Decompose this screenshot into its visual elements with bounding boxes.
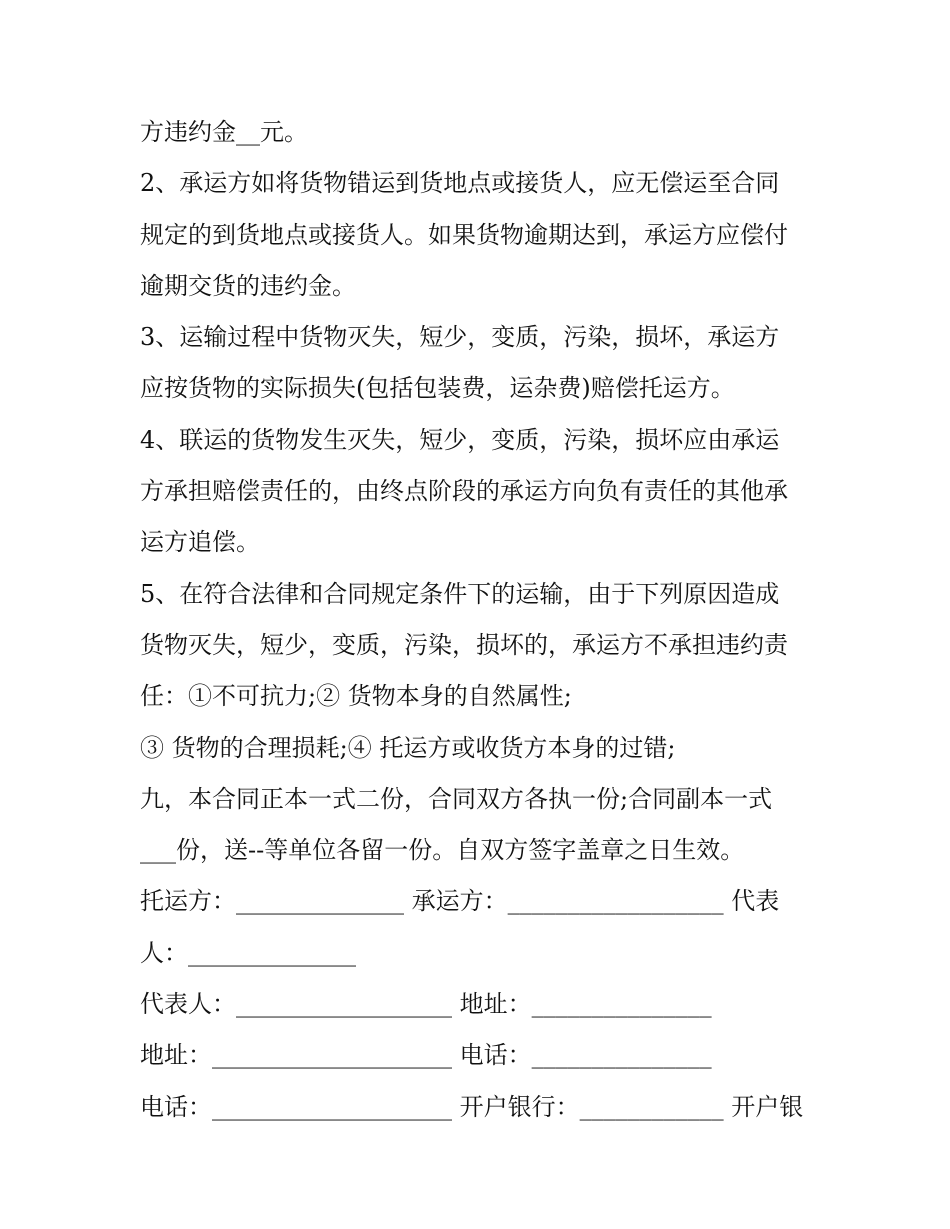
signature-line: 代表人：__________________ 地址：_______________ bbox=[140, 990, 712, 1019]
text-line: ③ 货物的合理损耗;④ 托运方或收货方本身的过错; bbox=[140, 733, 676, 762]
text-line: ___份，送--等单位各留一份。自双方签字盖章之日生效。 bbox=[140, 836, 745, 865]
signature-line: 地址：____________________ 电话：_______________ bbox=[140, 1041, 712, 1070]
text-line: 2、承运方如将货物错运到货地点或接货人，应无偿运至合同 bbox=[140, 169, 780, 198]
text-line: 任：①不可抗力;② 货物本身的自然属性; bbox=[140, 682, 572, 711]
signature-line: 人：______________ bbox=[140, 938, 356, 967]
contract-body bbox=[140, 107, 820, 1133]
text-line: 方违约金__元。 bbox=[140, 118, 308, 146]
text-line: 4、联运的货物发生灭失，短少，变质，污染，损坏应由承运 bbox=[140, 425, 780, 454]
text-line: 运方追偿。 bbox=[140, 528, 260, 557]
signature-line: 托运方：______________ 承运方：__________________ 代表 bbox=[140, 887, 780, 916]
text-line: 应按货物的实际损失(包括包装费，运杂费)赔偿托运方。 bbox=[140, 374, 735, 403]
text-line: 规定的到货地点或接货人。如果货物逾期达到，承运方应偿付 bbox=[140, 220, 788, 249]
text-line: 货物灭失，短少，变质，污染，损坏的，承运方不承担违约责 bbox=[140, 630, 788, 659]
text-line: 逾期交货的违约金。 bbox=[140, 271, 356, 300]
text-line: 方承担赔偿责任的，由终点阶段的承运方向负有责任的其他承 bbox=[140, 477, 788, 506]
signature-line: 电话：____________________ 开户银行：____________ 开户银 bbox=[140, 1092, 804, 1121]
text-line: 3、运输过程中货物灭失，短少，变质，污染，损坏，承运方 bbox=[140, 323, 780, 352]
text-line: 5、在符合法律和合同规定条件下的运输，由于下列原因造成 bbox=[140, 579, 780, 608]
text-line: 九，本合同正本一式二份，合同双方各执一份;合同副本一式 bbox=[140, 784, 773, 813]
